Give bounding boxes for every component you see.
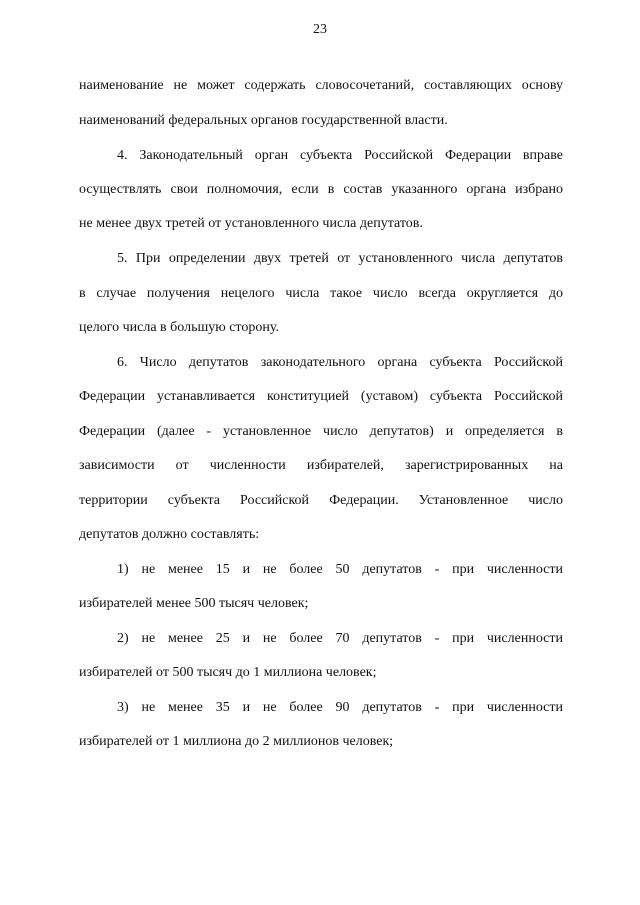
list-item-3: 3) не менее 35 и не более 90 депутатов - при численности (117, 700, 563, 715)
page-number: 23 (313, 22, 327, 37)
text-line: избирателей менее 500 тысяч человек; (79, 596, 309, 611)
text-line: территории субъекта Российской Федерации. Установленное число (79, 493, 563, 508)
text-line: осуществлять свои полномочия, если в состав указанного органа избрано (79, 182, 563, 197)
text-line: избирателей от 1 миллиона до 2 миллионов человек; (79, 734, 394, 749)
text-line: зависимости от численности избирателей, зарегистрированных на (79, 458, 563, 473)
text-line: 5. При определении двух третей от установленного числа депутатов (117, 251, 563, 266)
text-line: наименование не может содержать словосочетаний, составляющих основу (79, 78, 563, 93)
text-line: наименований федеральных органов государственной власти. (79, 113, 448, 128)
text-line: не менее двух третей от установленного числа депутатов. (79, 216, 423, 231)
text-line: депутатов должно составлять: (79, 527, 260, 542)
text-line: целого числа в большую сторону. (79, 320, 279, 335)
text-line: 4. Законодательный орган субъекта Российской Федерации вправе (117, 148, 563, 163)
list-item-1: 1) не менее 15 и не более 50 депутатов - при численности (117, 562, 563, 577)
text-line: Федерации (далее - установленное число депутатов) и определяется в (79, 424, 563, 439)
text-line: избирателей от 500 тысяч до 1 миллиона человек; (79, 665, 377, 680)
text-line: Федерации устанавливается конституцией (уставом) субъекта Российской (79, 389, 563, 404)
text-line: в случае получения нецелого числа такое число всегда округляется до (79, 286, 563, 301)
text-line: 6. Число депутатов законодательного органа субъекта Российской (117, 355, 563, 370)
list-item-2: 2) не менее 25 и не более 70 депутатов - при численности (117, 631, 563, 646)
